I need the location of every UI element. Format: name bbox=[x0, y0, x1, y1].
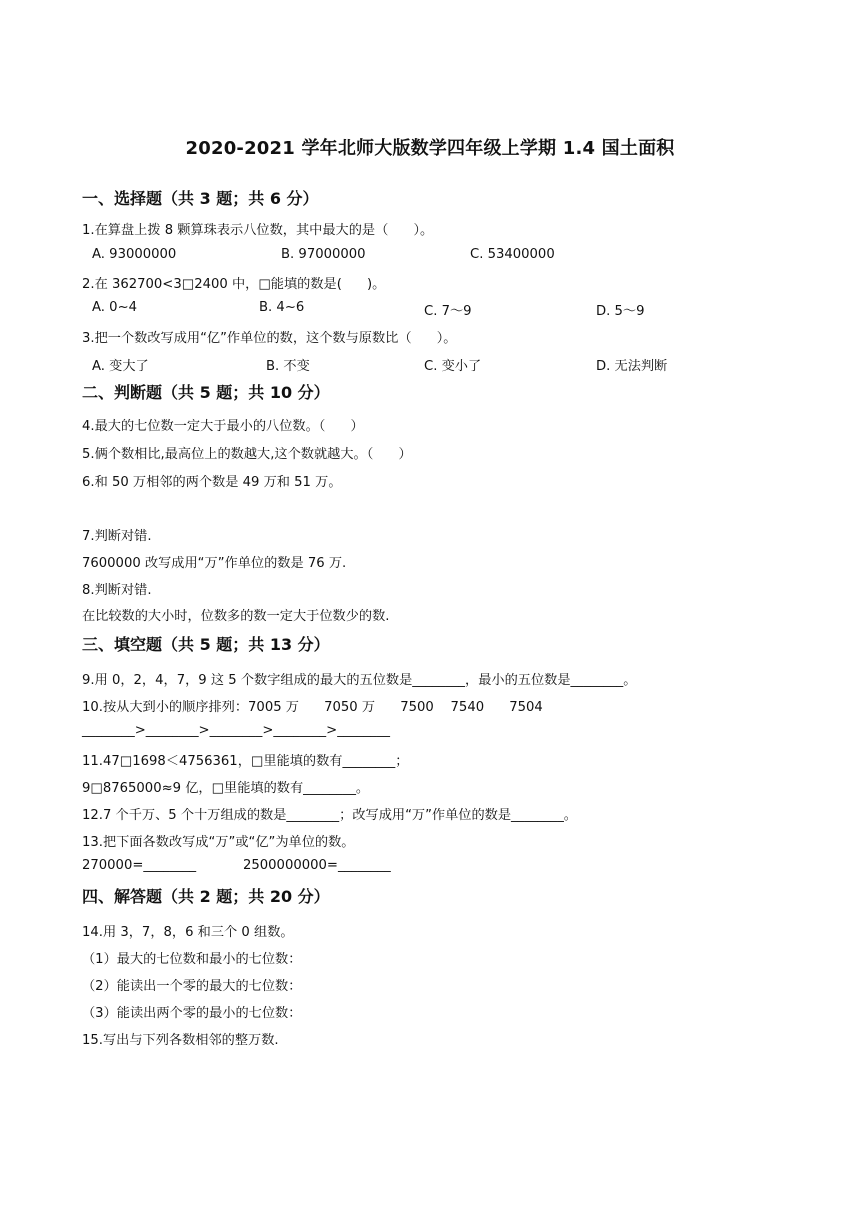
question-1: 1.在算盘上拨 8 颗算珠表示八位数，其中最大的是（ ）。 bbox=[82, 223, 434, 238]
question-13-left: 270000=________ bbox=[82, 858, 197, 873]
q1-option-c: C. 53400000 bbox=[470, 247, 555, 262]
question-13-right: 2500000000=________ bbox=[243, 858, 391, 873]
question-4: 4.最大的七位数一定大于最小的八位数。（ ） bbox=[82, 419, 364, 434]
question-6: 6.和 50 万相邻的两个数是 49 万和 51 万。 bbox=[82, 475, 342, 490]
q2-option-c: C. 7～9 bbox=[424, 304, 472, 319]
q3-option-c: C. 变小了 bbox=[424, 359, 482, 374]
question-3: 3.把一个数改写成用“亿”作单位的数，这个数与原数比（ ）。 bbox=[82, 331, 457, 346]
section-heading-judgement: 二、判断题（共 5 题；共 10 分） bbox=[82, 383, 330, 402]
question-12: 12.7 个千万、5 个十万组成的数是________；改写成用“万”作单位的数是________。 bbox=[82, 808, 577, 823]
question-14-part-3: （3）能读出两个零的最小的七位数： bbox=[82, 1006, 302, 1021]
question-10-blanks: ________>________>________>________>________ bbox=[82, 723, 390, 738]
question-8: 8.判断对错. bbox=[82, 583, 152, 598]
document-title: 2020-2021 学年北师大版数学四年级上学期 1.4 国土面积 bbox=[185, 138, 675, 159]
q3-option-d: D. 无法判断 bbox=[596, 359, 668, 374]
q3-option-a: A. 变大了 bbox=[92, 359, 149, 374]
q2-option-d: D. 5～9 bbox=[596, 304, 645, 319]
question-14: 14.用 3，7，8，6 和三个 0 组数。 bbox=[82, 925, 294, 940]
question-2: 2.在 362700<3□2400 中，□能填的数是( )。 bbox=[82, 277, 386, 292]
section-heading-answer: 四、解答题（共 2 题；共 20 分） bbox=[82, 887, 330, 906]
section-heading-fill-in: 三、填空题（共 5 题；共 13 分） bbox=[82, 635, 330, 654]
section-heading-choice: 一、选择题（共 3 题；共 6 分） bbox=[82, 189, 319, 208]
question-5: 5.俩个数相比,最高位上的数越大,这个数就越大。（ ） bbox=[82, 447, 412, 462]
question-13: 13.把下面各数改写成“万”或“亿”为单位的数。 bbox=[82, 835, 355, 850]
question-10: 10.按从大到小的顺序排列：7005 万 7050 万 7500 7540 7504 bbox=[82, 700, 543, 715]
question-7-statement: 7600000 改写成用“万”作单位的数是 76 万. bbox=[82, 556, 347, 571]
question-14-part-1: （1）最大的七位数和最小的七位数： bbox=[82, 952, 302, 967]
q3-option-b: B. 不变 bbox=[266, 359, 310, 374]
q1-option-a: A. 93000000 bbox=[92, 247, 177, 262]
question-8-statement: 在比较数的大小时，位数多的数一定大于位数少的数. bbox=[82, 609, 390, 624]
q2-option-b: B. 4~6 bbox=[259, 300, 305, 315]
q1-option-b: B. 97000000 bbox=[281, 247, 366, 262]
question-15: 15.写出与下列各数相邻的整万数. bbox=[82, 1033, 279, 1048]
question-14-part-2: （2）能读出一个零的最大的七位数： bbox=[82, 979, 302, 994]
question-7: 7.判断对错. bbox=[82, 529, 152, 544]
question-11: 11.47□1698＜4756361，□里能填的数有________； bbox=[82, 754, 409, 769]
q2-option-a: A. 0~4 bbox=[92, 300, 138, 315]
question-11-part-2: 9□8765000≈9 亿，□里能填的数有________。 bbox=[82, 781, 370, 796]
question-9: 9.用 0，2，4，7，9 这 5 个数字组成的最大的五位数是________，最小的五位数是________。 bbox=[82, 673, 637, 688]
